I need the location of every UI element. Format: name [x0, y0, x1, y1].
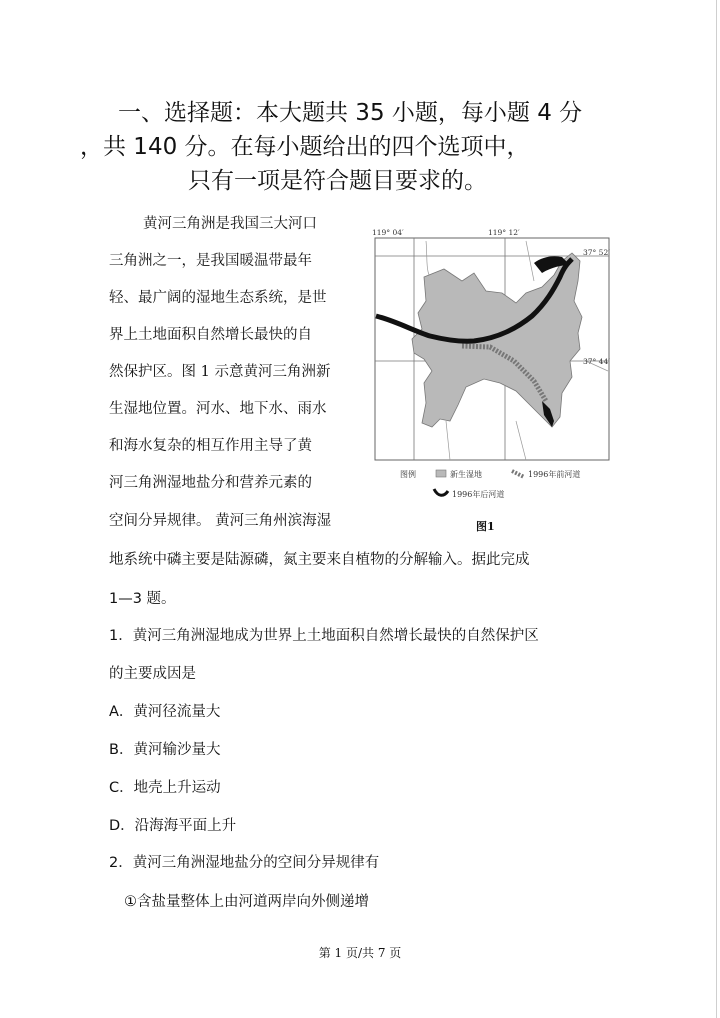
- legend-new-channel-swatch: [434, 489, 448, 495]
- question-1-option-c: C．地壳上升运动: [109, 780, 221, 796]
- intro-line: 和海水复杂的相互作用主导了黄: [109, 438, 312, 454]
- page-edge: [716, 0, 717, 1018]
- page-number: 第 1 页/共 7 页: [318, 946, 402, 960]
- intro-line: 黄河三角洲是我国三大河口: [143, 216, 317, 232]
- heading-line-2: ，共 140 分。在每小题给出的四个选项中，: [80, 134, 530, 160]
- wetland-map-figure: [366, 221, 624, 537]
- intro-line: 河三角洲湿地盐分和营养元素的: [109, 475, 312, 491]
- legend-wetland-swatch: [436, 470, 446, 477]
- question-1-option-b: B．黄河输沙量大: [109, 742, 221, 758]
- paragraph-line: 1—3 题。: [109, 591, 176, 607]
- legend-old-channel-swatch: [512, 471, 524, 477]
- question-1-stem: 1．黄河三角洲湿地成为世界上土地面积自然增长最快的自然保护区: [109, 628, 539, 644]
- question-1-option-d: D．沿海海平面上升: [109, 818, 237, 834]
- legend-wetland-label: 新生湿地: [450, 470, 482, 479]
- question-2-item-1: ①含盐量整体上由河道两岸向外侧递增: [124, 894, 369, 910]
- paragraph-line: 地系统中磷主要是陆源磷，氮主要来自植物的分解输入。据此完成: [109, 552, 530, 568]
- lon-label-right: 119° 12′: [488, 228, 520, 237]
- intro-line: 空间分异规律。 黄河三角州滨海湿: [109, 513, 332, 529]
- legend-new-channel-label: 1996年后河道: [452, 490, 505, 499]
- heading-line-3: 只有一项是符合题目要求的。: [188, 168, 487, 194]
- question-1-stem-cont: 的主要成因是: [109, 666, 196, 682]
- heading-line-1: 一、选择题：本大题共 35 小题，每小题 4 分: [118, 100, 583, 126]
- question-2-stem: 2．黄河三角洲湿地盐分的空间分异规律有: [109, 855, 380, 871]
- legend-title: 图例: [400, 470, 416, 479]
- intro-line: 轻、最广阔的湿地生态系统，是世: [109, 290, 327, 306]
- figure-caption: 图1: [476, 520, 495, 533]
- lat-label-top: 37° 52′: [583, 248, 610, 257]
- intro-line: 界上土地面积自然增长最快的自: [109, 327, 312, 343]
- intro-line: 三角洲之一，是我国暖温带最年: [109, 253, 312, 269]
- question-1-option-a: A．黄河径流量大: [109, 704, 221, 720]
- lat-label-bottom: 37° 44′: [583, 357, 610, 366]
- intro-line: 然保护区。图 1 示意黄河三角洲新: [109, 364, 331, 380]
- section-heading: [80, 96, 640, 198]
- lon-label-left: 119° 04′: [372, 228, 404, 237]
- legend-old-channel-label: 1996年前河道: [528, 470, 581, 479]
- intro-line: 生湿地位置。河水、地下水、雨水: [109, 401, 327, 417]
